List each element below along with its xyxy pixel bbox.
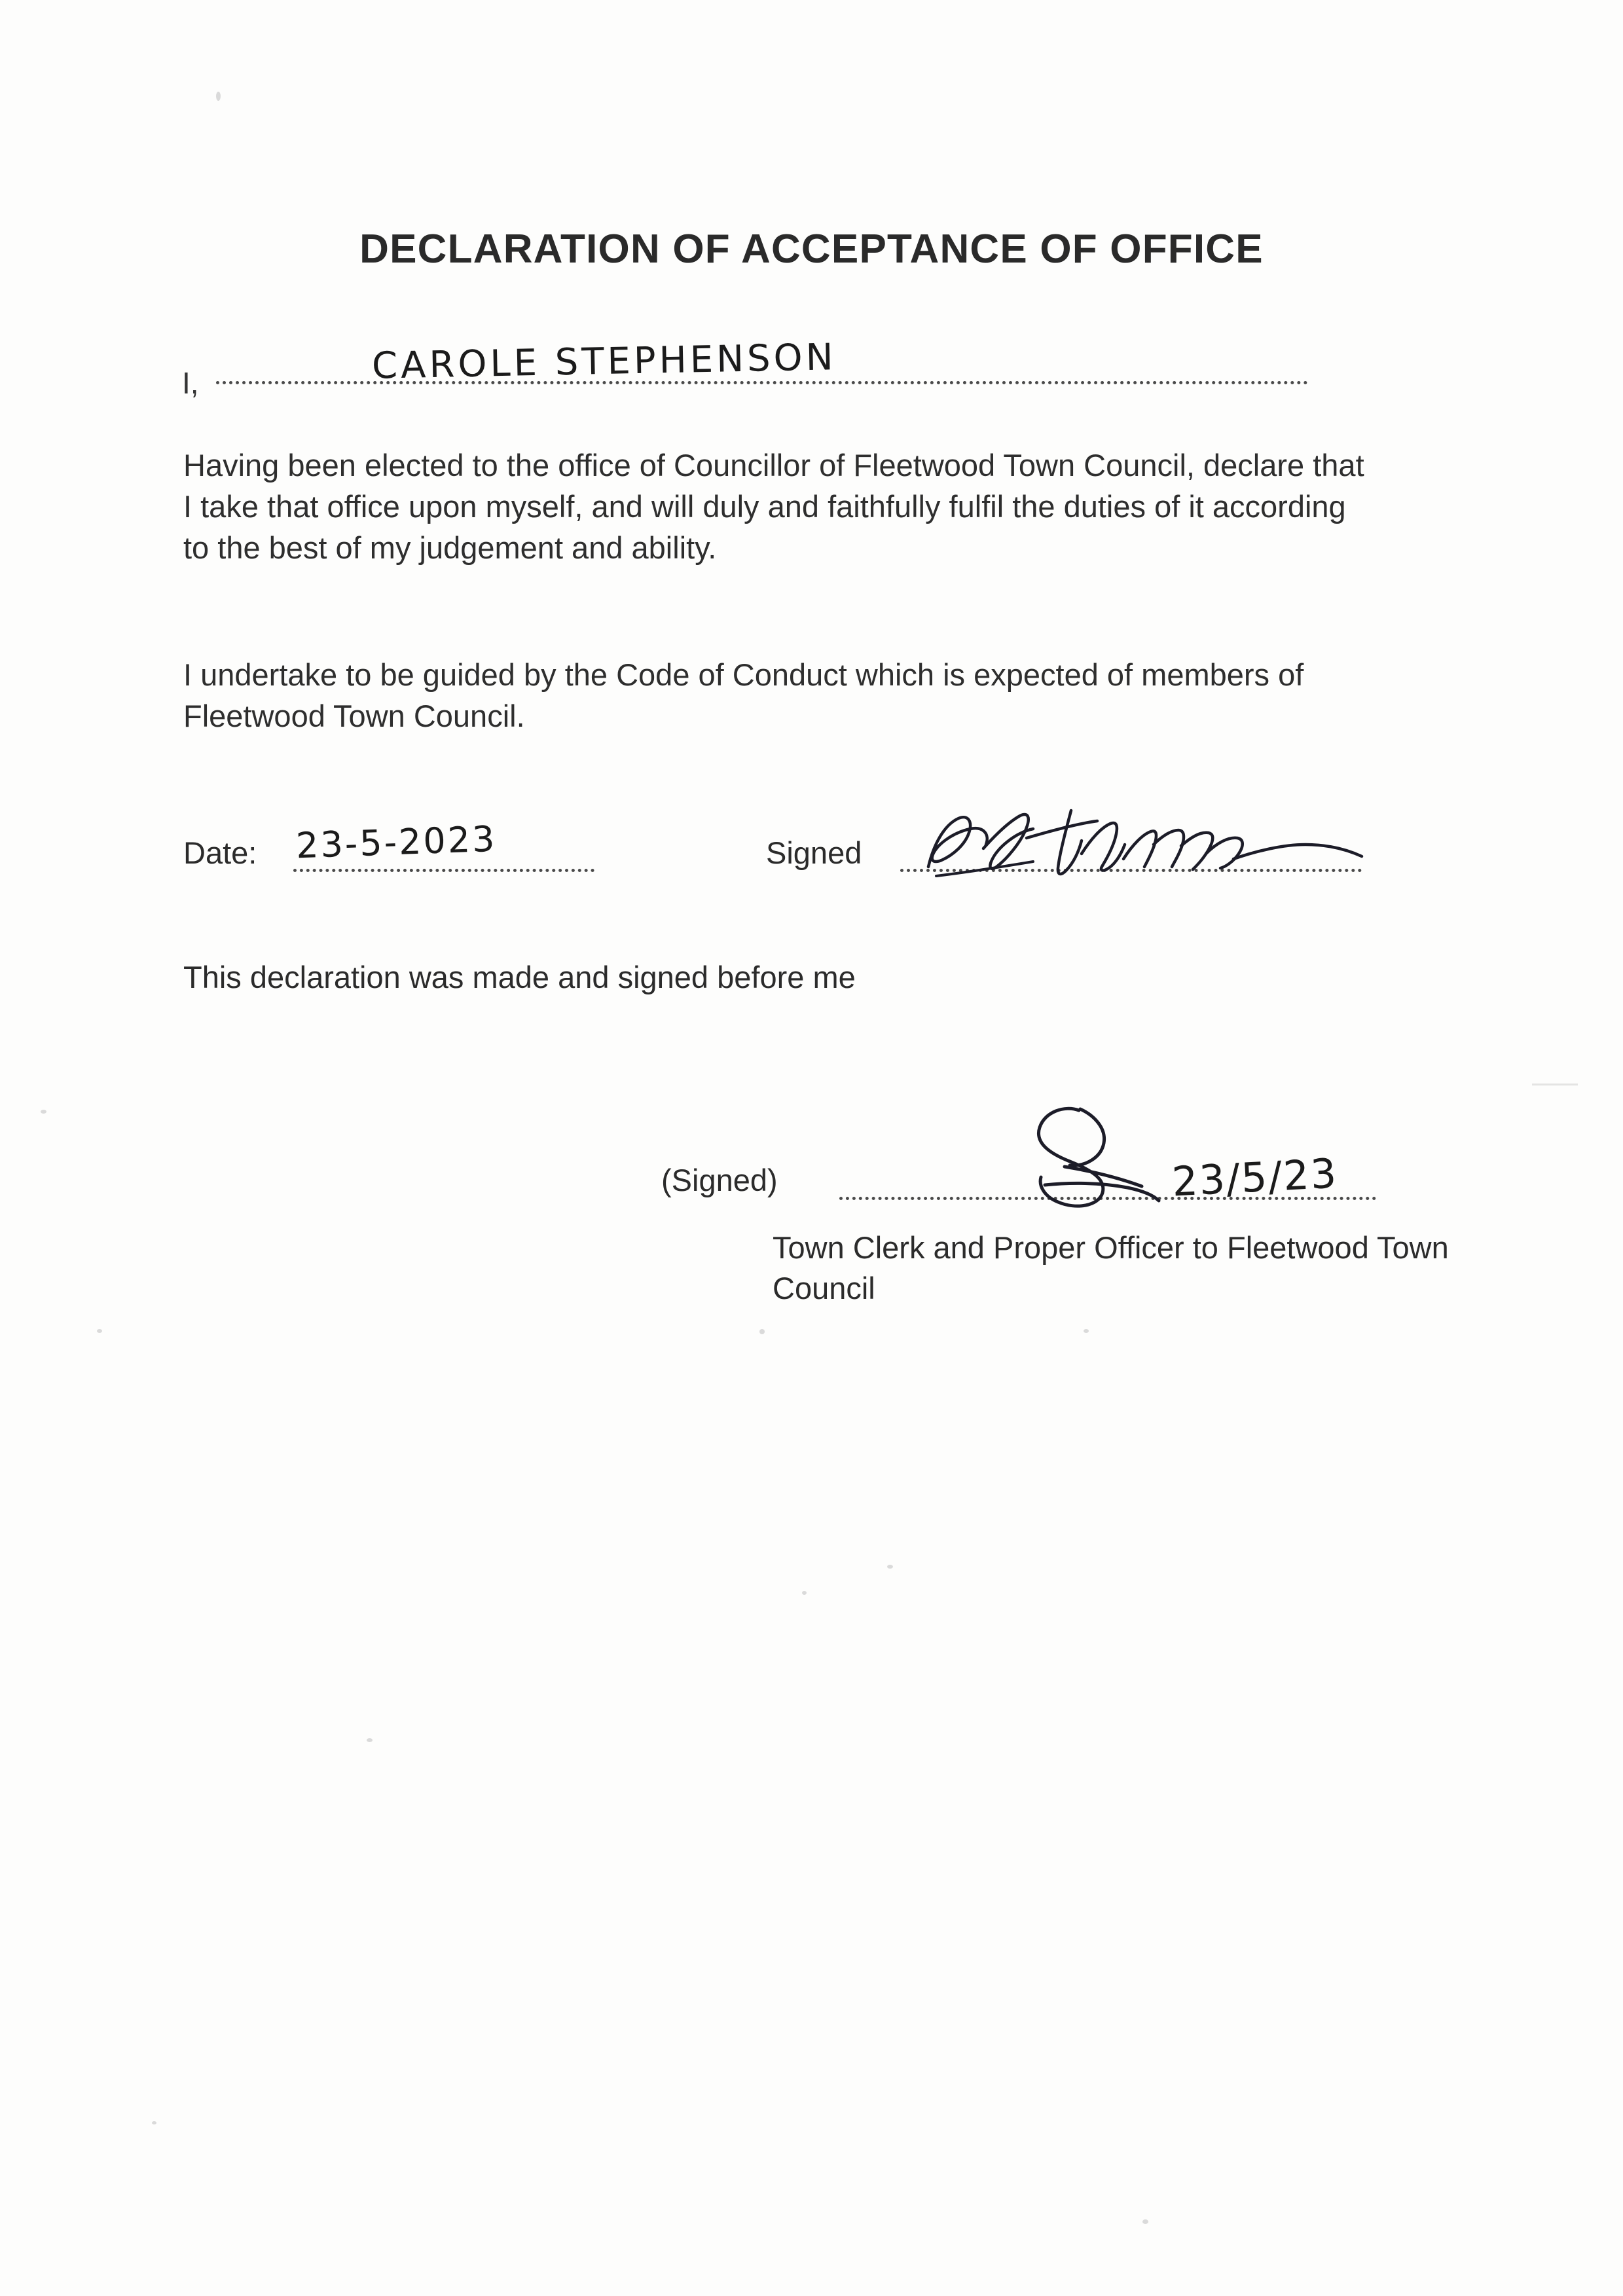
declaration-paragraph-1: Having been elected to the office of Councillor of Fleetwood Town Council, declare that I take that office upon myself, and will duly and faithfully fulfil the duties of it according to the best of my judgement and ability. bbox=[183, 448, 1364, 565]
date-signature-row bbox=[183, 818, 1427, 907]
scan-speck bbox=[1084, 1329, 1089, 1333]
scan-speck bbox=[759, 1329, 765, 1334]
name-handwritten-value: CAROLE STEPHENSON bbox=[371, 336, 837, 388]
scan-speck bbox=[152, 2121, 156, 2124]
witness-signed-label: (Signed) bbox=[661, 1163, 778, 1197]
scan-speck bbox=[97, 1329, 102, 1333]
date-handwritten-value: 23-5-2023 bbox=[295, 818, 498, 867]
name-prefix-label: I, bbox=[182, 366, 199, 400]
date-dotted-line bbox=[293, 869, 594, 872]
name-field-row bbox=[182, 336, 1308, 412]
officer-title-text: Town Clerk and Proper Officer to Fleetwood Town Council bbox=[773, 1230, 1449, 1306]
scan-speck bbox=[1142, 2219, 1148, 2224]
declaration-paragraph-2: I undertake to be guided by the Code of Conduct which is expected of members of Fleetwood Town Council. bbox=[183, 657, 1304, 733]
councillor-signature-mark bbox=[910, 799, 1408, 897]
witness-date-handwritten-value: 23/5/23 bbox=[1171, 1149, 1339, 1206]
scan-speck bbox=[887, 1565, 893, 1569]
scan-speck bbox=[41, 1110, 46, 1114]
scan-speck bbox=[1532, 1084, 1578, 1085]
signed-label: Signed bbox=[766, 835, 862, 870]
date-label: Date: bbox=[183, 835, 257, 870]
before-me-text: This declaration was made and signed before me bbox=[183, 960, 856, 994]
scan-speck bbox=[802, 1591, 807, 1595]
scan-speck bbox=[216, 92, 221, 101]
page-title: DECLARATION OF ACCEPTANCE OF OFFICE bbox=[359, 227, 1264, 272]
scan-speck bbox=[367, 1738, 373, 1742]
